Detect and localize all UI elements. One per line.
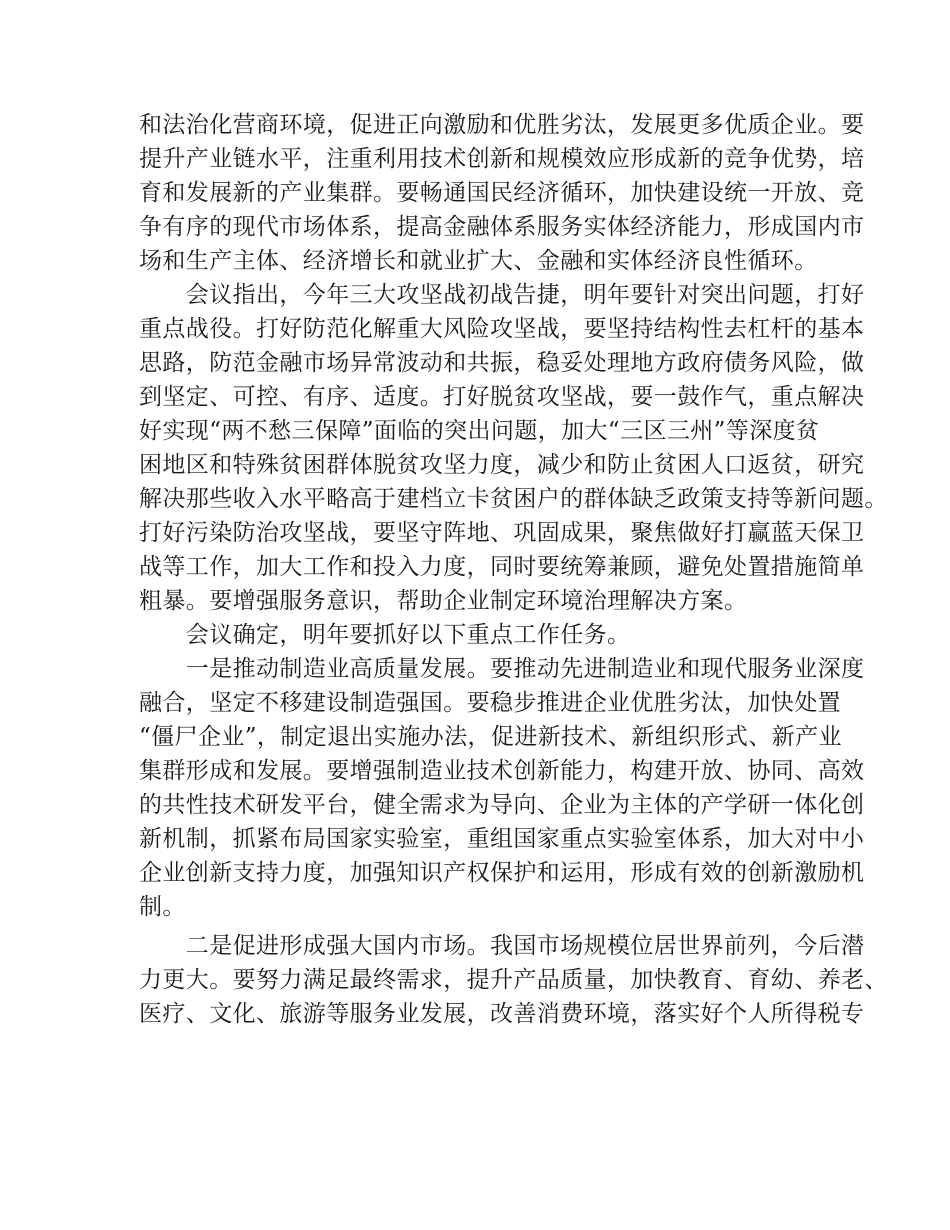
text-line: 育和发展新的产业集群。要畅通国民经济循环，加快建设统一开放、竞 — [139, 180, 865, 206]
text-line: 融合，坚定不移建设制造强国。要稳步推进企业优胜劣汰，加快处置 — [139, 690, 841, 716]
text-line: 思路，防范金融市场异常波动和共振，稳妥处理地方政府债务风险，做 — [139, 350, 865, 376]
text-line: 和法治化营商环境，促进正向激励和优胜劣汰，发展更多优质企业。要 — [139, 112, 865, 138]
text-line: 二是促进形成强大国内市场。我国市场规模位居世界前列，今后潜 — [139, 933, 865, 959]
text-line: 力更大。要努力满足最终需求，提升产品质量，加快教育、育幼、养老、 — [139, 967, 888, 993]
text-line: 战等工作，加大工作和投入力度，同时要统筹兼顾，避免处置措施简单 — [139, 554, 865, 580]
text-line: 集群形成和发展。要增强制造业技术创新能力，构建开放、协同、高效 — [139, 758, 865, 784]
text-line: 企业创新支持力度，加强知识产权保护和运用，形成有效的创新激励机 — [139, 860, 865, 886]
document-body — [139, 108, 888, 1031]
text-line: “僵尸企业”，制定退出实施办法，促进新技术、新组织形式、新产业 — [139, 724, 842, 750]
text-line: 医疗、文化、旅游等服务业发展，改善消费环境，落实好个人所得税专 — [139, 1001, 865, 1027]
text-line: 提升产业链水平，注重利用技术创新和规模效应形成新的竞争优势，培 — [139, 146, 865, 172]
text-line: 到坚定、可控、有序、适度。打好脱贫攻坚战，要一鼓作气，重点解决 — [139, 384, 865, 410]
text-line: 粗暴。要增强服务意识，帮助企业制定环境治理解决方案。 — [139, 588, 748, 614]
text-line: 好实现“两不愁三保障”面临的突出问题，加大“三区三州”等深度贫 — [139, 418, 820, 444]
text-line: 争有序的现代市场体系，提高金融体系服务实体经济能力，形成国内市 — [139, 214, 865, 240]
text-line: 重点战役。打好防范化解重大风险攻坚战，要坚持结构性去杠杆的基本 — [139, 316, 865, 342]
text-line: 的共性技术研发平台，健全需求为导向、企业为主体的产学研一体化创 — [139, 792, 865, 818]
text-line: 场和生产主体、经济增长和就业扩大、金融和实体经济良性循环。 — [139, 248, 818, 274]
text-line: 打好污染防治攻坚战，要坚守阵地、巩固成果，聚焦做好打赢蓝天保卫 — [139, 520, 865, 546]
text-line: 会议确定，明年要抓好以下重点工作任务。 — [139, 622, 631, 648]
text-line: 会议指出，今年三大攻坚战初战告捷，明年要针对突出问题，打好 — [139, 282, 865, 308]
text-line: 一是推动制造业高质量发展。要推动先进制造业和现代服务业深度 — [139, 656, 865, 682]
text-line: 解决那些收入水平略高于建档立卡贫困户的群体缺乏政策支持等新问题。 — [139, 486, 888, 512]
text-line: 新机制，抓紧布局国家实验室，重组国家重点实验室体系，加大对中小 — [139, 826, 865, 852]
text-line: 困地区和特殊贫困群体脱贫攻坚力度，减少和防止贫困人口返贫，研究 — [139, 452, 865, 478]
text-line: 制。 — [139, 894, 186, 920]
